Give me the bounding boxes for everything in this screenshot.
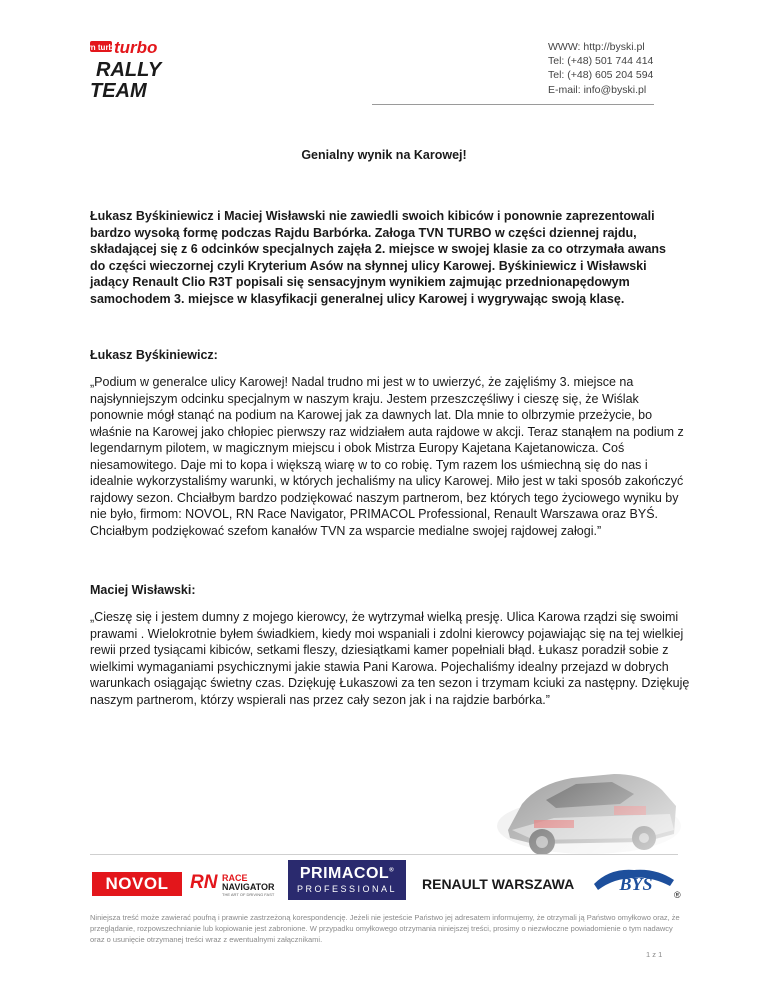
quote-text-2: „Cieszę się i jestem dumny z mojego kierowcy, że wytrzymał wielką presję. Ulica Karowa rządzi się swoimi prawami . Wielokrotnie byłem świadkiem, kiedy moi wspaniali i zdolni kierowcy pojawiając się na tej wielkiej rewii przed tysiącami kibiców, setkami fleszy, dziesiątkami kamer popełniali błąd. Łukasz poradził sobie z wielkimi wymaganiami psychicznymi jakie stawia Pani Karowa. Pojechaliśmy idealny przejazd w dobrych warunkach osiągając świetny czas. Dziękuję Łukaszowi za ten sezon i trzymam kciuki za następny. Dziękuję naszym partnerom, którzy wspierali nas przez cały sezon jak i na rajdzie barbórka.” (90, 610, 690, 707)
svg-text:turbo: turbo (114, 38, 158, 57)
quote-text-1: „Podium w generalce ulicy Karowej! Nadal trudno mi jest w to uwierzyć, że zajęliśmy 3. miejsce na najsłynniejszym odcinku specjalnym w naszym kraju. Jestem przeszczęśliwy i cieszę się, że Wiślak ponownie mógł stanąć na podium na Karowej jak za dawnych lat. Dla mnie to olbrzymie przeżycie, bo właśnie na Karowej jako chłopiec pierwszy raz widziałem auta rajdowe w akcji. Teraz stanąłem na podium z legendarnym pilotem, w magicznym miejscu i obok Mistrza Europy Kajetana Kajetanowicza. Coś niesamowitego. Daje mi to kopa i większą wiarę w to co robię. Tym razem los uśmiechną się do nas i idealnie wykorzystaliśmy warunki, w których jechaliśmy na ulicy Karowej. Miło jest w taki sposób zakończyć rajdowy sezon. Chciałbym bardzo podziękować naszym partnerom, bez których tego życiowego wyniku by nie było, firmom: NOVOL, RN Race Navigator, PRIMACOL Professional, Renault Warszawa oraz BYŚ. Chciałbym podziękować szefom kanałów TVN za wsparcie medialne swojej rajdowej załogi.” (90, 375, 684, 538)
race-navigator-logo (190, 870, 276, 898)
primacol-name: PRIMACOL (299, 865, 390, 882)
rn-line2: NAVIGATOR (222, 882, 275, 892)
rally-car-image (494, 734, 684, 864)
sponsor-logos (90, 860, 680, 900)
bys-logo (590, 862, 680, 900)
article-lead: Łukasz Byśkiniewicz i Maciej Wisławski nie zawiedli swoich kibiców i ponownie zaprezentowali bardzo wysoką formę podczas Rajdu Barbórka. Załoga TVN TURBO w części dziennej rajdu, składającej się z 6 odcinków specjalnych zajęła 2. miejsce w swojej klasie za co otrzymała awans do części wieczornej czyli Kryterium Asów na słynnej ulicy Karowej. Byśkiniewicz i Wisławski jadący Renault Clio R3T popisali się sensacyjnym wynikiem zajmując przednionapędowym samochodem 3. miejsce w klasyfikacji generalnej ulicy Karowej i wygrywając swoją klasę. (90, 209, 666, 306)
footer-divider (90, 854, 678, 855)
svg-text:®: ® (674, 890, 681, 900)
contact-email[interactable]: E-mail: info@byski.pl (548, 83, 647, 96)
header-divider (372, 104, 654, 105)
legal-disclaimer: Niniejsza treść może zawierać poufną i prawnie zastrzeżoną korespondencję. Jeżeli nie jesteście Państwo jej adresatem informujemy, że otrzymali ją Państwo omyłkowo oraz, że przeglądanie, rozpowszechnianie lub kopiowanie jest zabronione. W przypadku omyłkowego otrzymania niniejszej treści, prosimy o niezwłoczne powiadomienie o tym nadawcy oraz o usunięcie otrzymanej treści wraz z ewentualnymi załącznikami. (90, 913, 680, 944)
contact-phone-1: Tel: (+48) 501 744 414 (548, 55, 654, 68)
primacol-sub: PROFESSIONAL (296, 884, 398, 894)
contact-phone-2: Tel: (+48) 605 204 594 (548, 69, 654, 82)
svg-text:BYŚ: BYŚ (619, 874, 653, 894)
renault-warszawa-logo: RENAULT WARSZAWA (422, 876, 575, 892)
novol-logo: NOVOL (92, 872, 182, 896)
primacol-logo (288, 860, 406, 900)
page-number: 1 z 1 (646, 950, 663, 959)
svg-text:tvn turbo: tvn turbo (83, 43, 119, 52)
article-title: Genialny wynik na Karowej! (301, 148, 467, 162)
rn-mark: RN (190, 872, 218, 893)
rn-line1: RACE (222, 873, 248, 883)
contact-block (548, 40, 653, 97)
primacol-registered: ® (389, 867, 395, 874)
svg-text:TEAM: TEAM (90, 80, 147, 102)
svg-text:RALLY: RALLY (96, 59, 162, 81)
quote-speaker-1: Łukasz Byśkiniewicz: (90, 348, 218, 362)
quote-speaker-2: Maciej Wisławski: (90, 583, 196, 597)
contact-www[interactable]: WWW: http://byski.pl (548, 41, 645, 53)
rn-tagline: THE ART OF DRIVING FAST (222, 892, 275, 897)
tvn-turbo-rally-team-logo (83, 38, 190, 102)
